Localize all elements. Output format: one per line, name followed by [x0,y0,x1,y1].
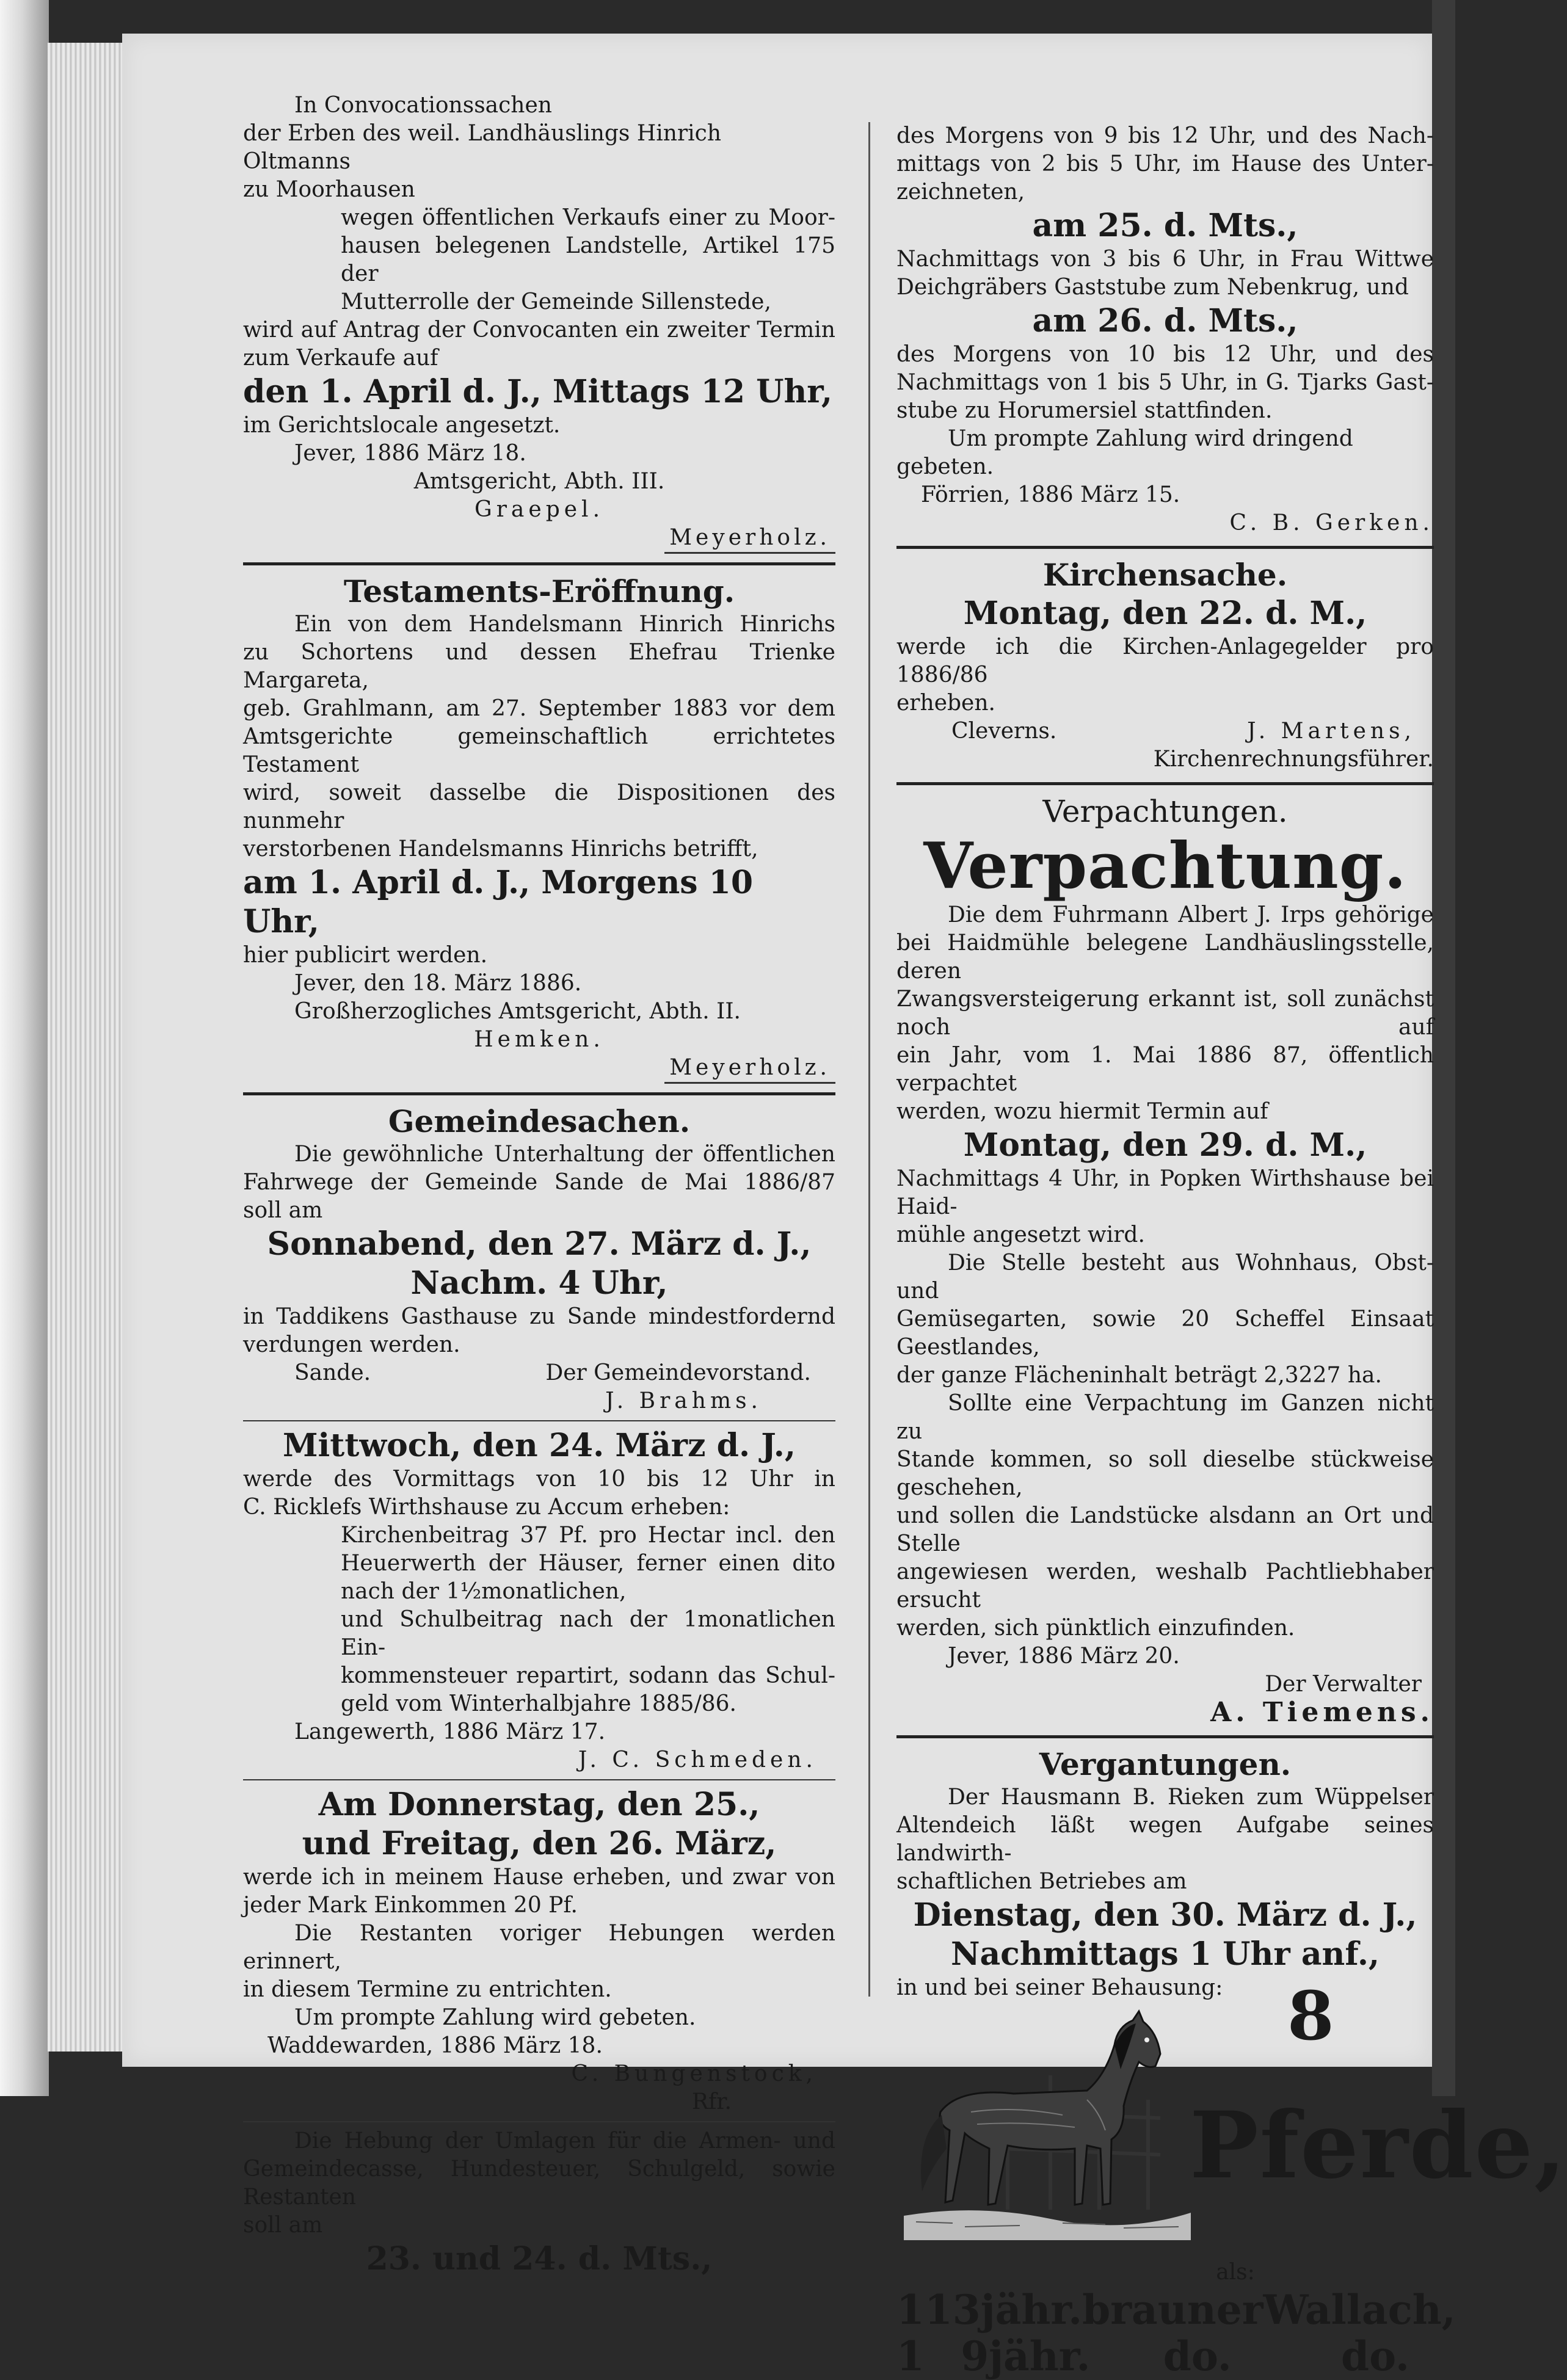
text-line: werden, wozu hiermit Termin auf [896,1099,1268,1124]
text-line: zu Moorhausen [243,177,415,202]
text-line: Nachmittags 4 Uhr, in Popken Wirthshause bei Haid- [896,1166,1434,1219]
notice-date: Montag, den 22. d. M., [963,595,1367,632]
section-rule [243,1420,835,1421]
board-name: Der Gemeindevorstand. [545,1360,811,1385]
sale-quantity: 1 [896,2332,925,2380]
text-line: erheben. [896,691,995,716]
text-line: mittags von 2 bis 5 Uhr, im Hause des Unter- [896,151,1434,176]
signer-role: Kirchenrechnungsführer. [1153,747,1434,772]
notice-date: Am Donnerstag, den 25., [318,1786,760,1823]
notice-hebung-continued [896,122,1434,537]
text-line: in Taddikens Gasthause zu Sande mindestfordernd [243,1304,835,1329]
text-line: in und bei seiner Behausung: [896,1975,1223,2000]
clerk-signature: Meyerholz. [664,524,835,554]
signer-role: Rfr. [691,2089,732,2114]
signer: C. B. Gerken. [1229,510,1434,535]
left-column [243,92,835,2279]
section-rule [243,1779,835,1780]
sale-kind: Wallach, [1263,2286,1456,2334]
notice-date: am 26. d. Mts., [1032,302,1298,339]
notice-testament [243,573,835,1084]
signer: J. Brahms. [605,1388,762,1413]
text-line: Die Hebung der Umlagen für die Armen- und [294,2128,835,2153]
place: Sande. [294,1360,371,1385]
column-divider [868,122,870,1997]
place-date: Jever, den 18. März 1886. [294,971,582,996]
notice-kirchensache [896,556,1434,774]
text-line: Gemüsegarten, sowie 20 Scheffel Einsaat Geestlandes, [896,1307,1434,1360]
text-line: verstorbenen Handelsmanns Hinrichs betrifft, [243,836,758,862]
text-line: in diesem Termine zu entrichten. [243,1977,612,2002]
notice-title: Gemeindesachen. [388,1103,691,1139]
section-rule [896,546,1434,549]
text-line: Um prompte Zahlung wird gebeten. [294,2005,696,2030]
notice-vergantung [896,1746,1567,2380]
text-line: geld vom Winterhalbjahre 1885/86. [341,1691,736,1716]
notice-date: und Freitag, den 26. März, [302,1825,777,1862]
text-line: Sollte eine Verpachtung im Ganzen nicht zu [896,1391,1434,1444]
horses-heading: Pferde, [1190,2092,1567,2199]
text-line: Stande kommen, so soll dieselbe stückweise geschehen, [896,1447,1434,1500]
sale-item-2 [896,2333,1434,2379]
sale-color: brauner [1082,2286,1263,2334]
notice-verpachtung [896,793,1434,1727]
page-edges [48,43,127,2052]
text-line: Kirchenbeitrag 37 Pf. pro Hectar incl. den [341,1523,835,1548]
notice-title: Kirchensache. [1042,557,1288,593]
text-line: bei Haidmühle belegene Landhäuslingsstelle, deren [896,931,1434,984]
signer: J. Martens, [1247,719,1416,744]
section-rule [243,562,835,565]
text-line: Mutterrolle der Gemeinde Sillenstede, [341,289,771,314]
text-line: C. Ricklefs Wirthshause zu Accum erheben: [243,1495,730,1520]
text-line: Heuerwerth der Häuser, ferner einen dito [341,1551,835,1576]
signer: C. Bungenstock, [571,2061,817,2086]
text-line: mühle angesetzt wird. [896,1222,1145,1247]
text-line: stube zu Horumersiel stattfinden. [896,398,1273,423]
notice-date: 23. und 24. d. Mts., [366,2240,713,2277]
text-line: Gemeindecasse, Hundesteuer, Schulgeld, sowie Restanten [243,2157,835,2210]
text-line: kommensteuer repartirt, sodann das Schul- [341,1663,835,1688]
place: Cleverns. [951,719,1057,744]
notice-title: Verpachtung. [923,828,1407,903]
court-name: Amtsgericht, Abth. III. [413,469,665,494]
sale-kind: do. [1340,2332,1409,2380]
text-line: wird, soweit dasselbe die Dispositionen des nunmehr [243,780,835,833]
text-line: schaftlichen Betriebes am [896,1869,1187,1894]
text-line: geb. Grahlmann, am 27. September 1883 vor dem [243,696,835,721]
sale-quantity: 1 [896,2286,925,2334]
text-line: Altendeich läßt wegen Aufgabe seines landwirth- [896,1813,1434,1866]
text-line: werde ich die Kirchen-Anlagegelder pro 1886/86 [896,634,1434,688]
notice-date: am 1. April d. J., Morgens 10 Uhr, [243,864,753,940]
place-date: Waddewarden, 1886 März 18. [267,2033,603,2058]
place-date: Langewerth, 1886 März 17. [294,1719,606,1744]
notice-gemeinde [243,1103,835,1415]
text-line: werde des Vormittags von 10 bis 12 Uhr in [243,1467,835,1492]
text-line: hausen belegenen Landstelle, Artikel 175 der [341,233,835,286]
place-date: Jever, 1886 März 18. [294,441,526,466]
notice-title: Vergantungen. [1039,1746,1292,1782]
text-line: und sollen die Landstücke alsdann an Ort und Stelle [896,1503,1434,1556]
section-heading: Verpachtungen. [1042,794,1288,829]
text-line: Nachmittags von 1 bis 5 Uhr, in G. Tjarks Gast- [896,370,1434,395]
horse-count: 8 [1287,1976,1334,2055]
text-line: Die dem Fuhrmann Albert J. Irps gehörige [948,902,1434,927]
text-line: nach der 1½monatlichen, [341,1579,627,1604]
sale-color: do. [1163,2332,1232,2380]
scan-border [1432,0,1455,2096]
place-date: Förrien, 1886 März 15. [921,482,1180,507]
text-line: In Convocationssachen [294,93,552,118]
text-line: und Schulbeitrag nach der 1monatlichen Ein- [341,1607,835,1660]
text-line: soll am [243,1198,323,1223]
notice-time: Nachmittags 1 Uhr anf., [950,1936,1380,1973]
court-name: Großherzogliches Amtsgericht, Abth. II. [294,999,741,1024]
text-line: der Erben des weil. Landhäuslings Hinrich Oltmanns [243,121,722,174]
notice-donnerstag [243,1785,835,2116]
text-line: zu Schortens und dessen Ehefrau Trienke Margareta, [243,640,835,693]
section-rule [896,782,1434,785]
notice-hebung [243,2127,835,2279]
text-line: als: [1216,2260,1255,2285]
notice-title: Testaments-Eröffnung. [343,573,735,609]
text-line: soll am [243,2213,323,2238]
notice-time: Nachm. 4 Uhr, [410,1264,668,1302]
text-line: Die Stelle besteht aus Wohnhaus, Obst- und [896,1250,1434,1304]
sale-age: 9jähr. [961,2332,1091,2380]
text-line: im Gerichtslocale angesetzt. [243,413,561,438]
notice-date: Mittwoch, den 24. März d. J., [282,1427,796,1464]
section-rule [896,1735,1434,1738]
text-line: angewiesen werden, weshalb Pachtliebhaber ersucht [896,1559,1434,1613]
text-line: wird auf Antrag der Convocanten ein zweiter Termin [243,317,835,343]
text-line: zeichneten, [896,180,1025,205]
right-column [896,122,1567,2380]
signer: A. Tiemens. [1210,1697,1434,1728]
notice-date: den 1. April d. J., Mittags 12 Uhr, [243,373,833,410]
section-rule [243,2121,835,2122]
text-line: des Morgens von 9 bis 12 Uhr, und des Nach- [896,123,1434,148]
text-line: zum Verkaufe auf [243,346,438,371]
text-line: der ganze Flächeninhalt beträgt 2,3227 ha. [896,1363,1382,1388]
text-line: wegen öffentlichen Verkaufs einer zu Moor- [341,205,835,230]
text-line: jeder Mark Einkommen 20 Pf. [243,1893,578,1918]
section-rule [243,1092,835,1095]
notice-date: Dienstag, den 30. März d. J., [913,1896,1417,1934]
notice-convocation [243,92,835,554]
text-line: Die gewöhnliche Unterhaltung der öffentlichen [294,1142,835,1167]
horse-illustration [904,2008,1191,2240]
place-date: Jever, 1886 März 20. [948,1644,1180,1669]
notice-mittwoch [243,1426,835,1774]
text-line: hier publicirt werden. [243,943,488,968]
notice-date: Montag, den 29. d. M., [963,1127,1367,1164]
text-line: Amtsgerichte gemeinschaftlich errichtetes Testament [243,724,835,777]
signer-role: Der Verwalter [1265,1672,1422,1697]
text-line: Ein von dem Handelsmann Hinrich Hinrichs [294,612,835,637]
signer: Graepel. [474,497,605,522]
signer: J. C. Schmeden. [578,1747,817,1772]
text-line: werden, sich pünktlich einzufinden. [896,1616,1295,1641]
text-line: Der Hausmann B. Rieken zum Wüppelser [948,1785,1434,1810]
clerk-signature: Meyerholz. [664,1054,835,1084]
text-line: verdungen werden. [243,1332,460,1357]
signer: Hemken. [474,1027,605,1052]
notice-date: am 25. d. Mts., [1032,207,1298,244]
text-line: ein Jahr, vom 1. Mai 1886 87, öffentlich verpachtet [896,1043,1434,1096]
text-line: Deichgräbers Gaststube zum Nebenkrug, und [896,275,1409,300]
text-line: werde ich in meinem Hause erheben, und zwar von [243,1865,835,1890]
text-line: Nachmittags von 3 bis 6 Uhr, in Frau Wittwe [896,247,1434,272]
sale-age: 13jähr. [924,2286,1083,2334]
text-line: Um prompte Zahlung wird dringend gebeten. [896,426,1353,479]
book-spine [0,0,49,2096]
notice-date: Sonnabend, den 27. März d. J., [267,1225,812,1263]
sale-item-1 [896,2286,1456,2334]
text-line: Die Restanten voriger Hebungen werden erinnert, [243,1921,835,1974]
text-line: des Morgens von 10 bis 12 Uhr, und des [896,342,1434,367]
text-line: Fahrwege der Gemeinde Sande de Mai 1886/87 [243,1170,835,1195]
text-line: Zwangsversteigerung erkannt ist, soll zunächst noch auf [896,987,1434,1040]
